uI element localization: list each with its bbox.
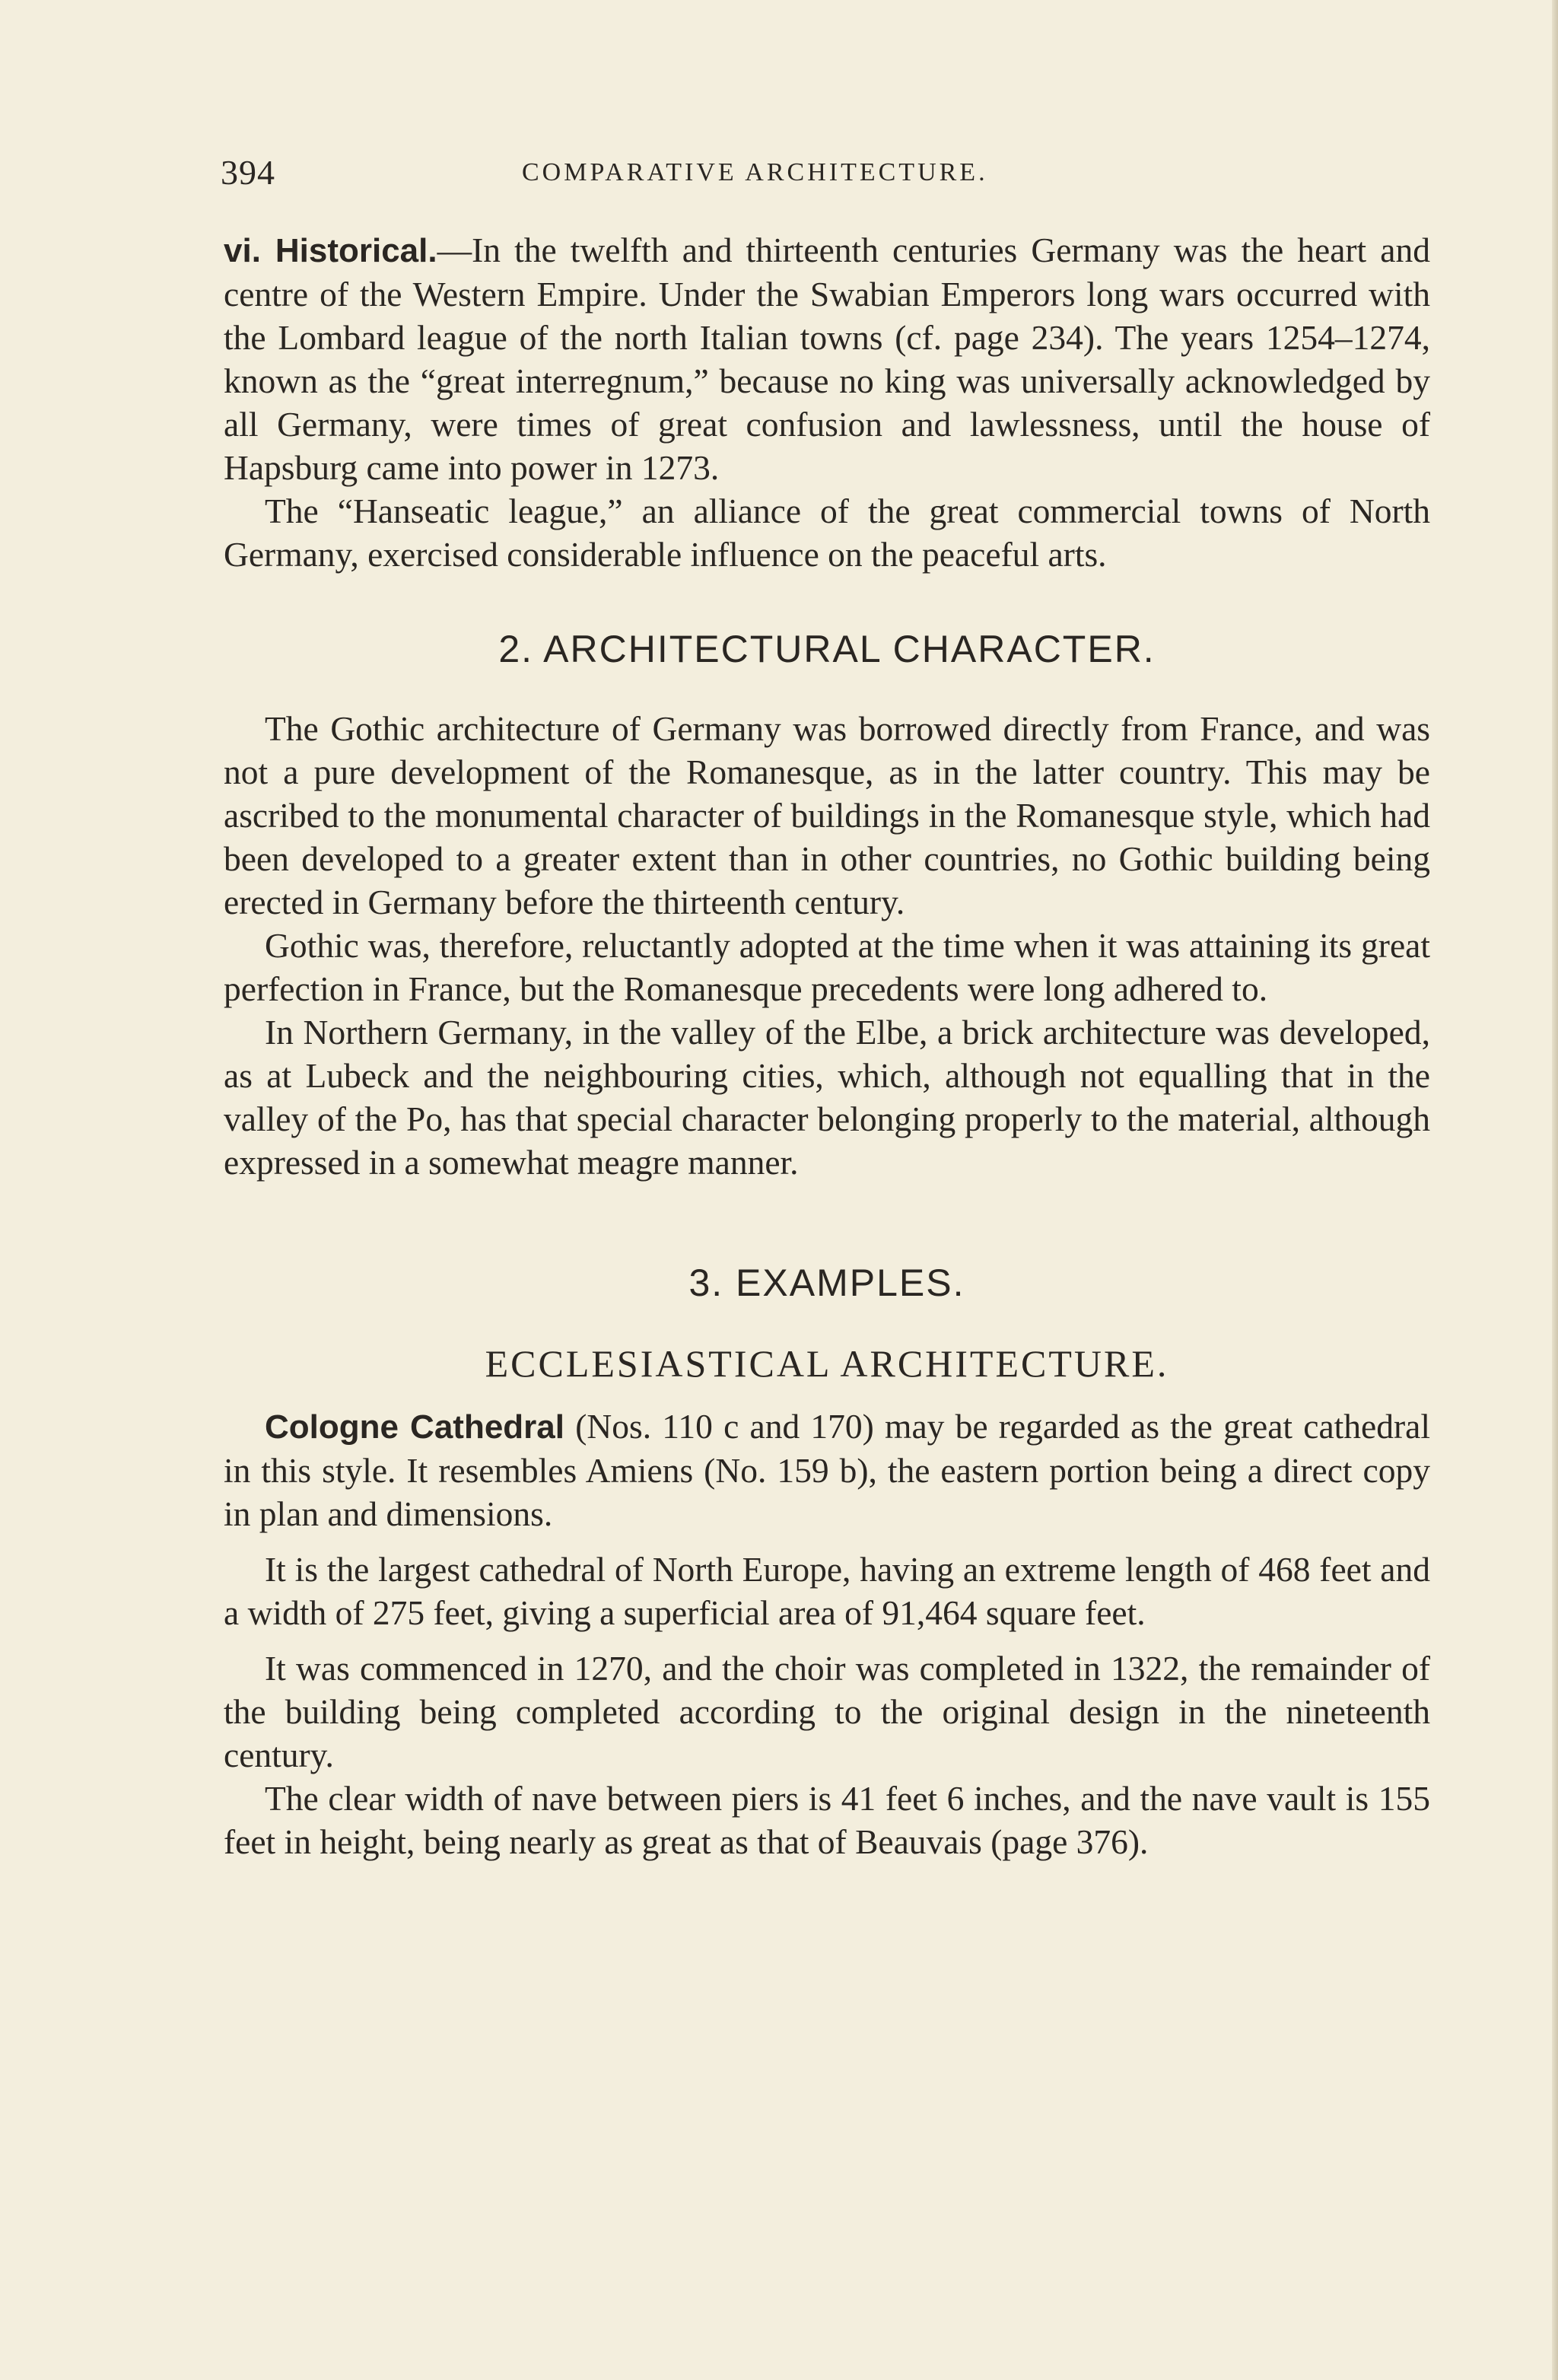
- cologne-paragraph-1: [224, 1405, 1430, 1535]
- page-body: [224, 228, 1430, 1863]
- cologne-paragraph-4: The clear width of nave between piers is 41 feet 6 inches, and the nave vault is 155 feet in height, being nearly as great as that of Beauvais (page 376).: [224, 1779, 1430, 1861]
- running-title: COMPARATIVE ARCHITECTURE.: [522, 158, 988, 186]
- page-edge: [1552, 0, 1558, 2380]
- historical-text-1: —In the twelfth and thirteenth centuries Germany was the heart and centre of the Western Empire. Under the Swabian Emperors long wars occurred with the Lombard league of the north Italian towns (cf. page 234). The years 1254–1274, known as the “great interregnum,” because no king was universally acknowledged by all Germany, were times of great confusion and lawlessness, until the house of Hapsburg came into power in 1273.: [224, 231, 1430, 487]
- character-paragraph-1: The Gothic architecture of Germany was borrowed directly from France, and was not a pure development of the Romanesque, as in the latter country. This may be ascribed to the monumental character of buildings in the Romanesque style, which had been developed to a greater extent than in other countries, no Gothic building being erected in Germany before the thirteenth century.: [224, 709, 1430, 921]
- architectural-character-heading: 2. ARCHITECTURAL CHARACTER.: [498, 628, 1156, 670]
- page-header: [221, 152, 1430, 198]
- cologne-paragraph-2: It is the largest cathedral of North Europe, having an extreme length of 468 feet and a width of 275 feet, giving a superficial area of 91,464 square feet.: [224, 1550, 1430, 1632]
- cologne-text-1: (Nos. 110 c and 170) may be regarded as the great cathedral in this style. It resembles Amiens (No. 159 b), the eastern portion being a direct copy in plan and dimensions.: [224, 1407, 1430, 1533]
- page-number: 394: [221, 153, 275, 192]
- character-paragraph-3: In Northern Germany, in the valley of the Elbe, a brick architecture was developed, as at Lubeck and the neighbouring cities, which, although not equalling that in the valley of the Po, has that special character belonging properly to the material, although expressed in a somewhat meagre manner.: [224, 1013, 1430, 1182]
- historical-run-in: vi. Historical.: [224, 232, 437, 269]
- historical-paragraph-2: The “Hanseatic league,” an alliance of the great commercial towns of North Germany, exercised considerable influence on the peaceful arts.: [224, 492, 1430, 574]
- character-paragraph-2: Gothic was, therefore, reluctantly adopted at the time when it was attaining its great perfection in France, but the Romanesque precedents were long adhered to.: [224, 926, 1430, 1008]
- cologne-paragraph-3: It was commenced in 1270, and the choir was completed in 1322, the remainder of the building being completed according to the original design in the nineteenth century.: [224, 1649, 1430, 1774]
- historical-paragraph-1: [224, 228, 1430, 489]
- examples-heading: 3. EXAMPLES.: [688, 1262, 965, 1304]
- ecclesiastical-subheading: ECCLESIASTICAL ARCHITECTURE.: [485, 1342, 1169, 1385]
- cologne-run-in: Cologne Cathedral: [265, 1408, 564, 1446]
